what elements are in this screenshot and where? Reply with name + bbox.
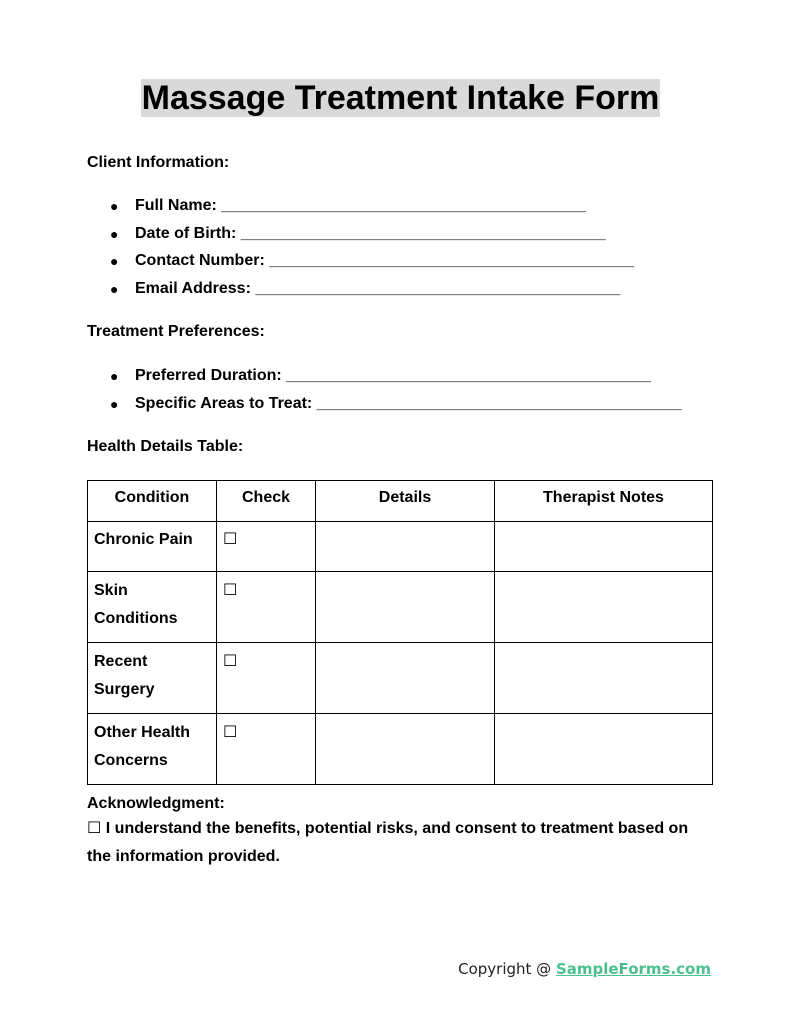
treatment-prefs-list bbox=[110, 366, 682, 421]
list-item[interactable] bbox=[110, 366, 682, 394]
contact-number-field: Contact Number: _________________________________________ bbox=[135, 252, 635, 270]
therapist-notes-cell[interactable] bbox=[495, 522, 713, 572]
title-container bbox=[0, 79, 801, 117]
brand-link[interactable]: SampleForms.com bbox=[555, 960, 711, 978]
acknowledgment-consent[interactable]: ☐ I understand the benefits, potential risks, and consent to treatment based on the information provided. bbox=[87, 820, 689, 865]
checkbox-icon[interactable]: ☐ bbox=[223, 531, 238, 548]
therapist-notes-cell[interactable] bbox=[495, 643, 713, 714]
table-row bbox=[88, 522, 713, 572]
list-item[interactable] bbox=[110, 394, 682, 422]
table-row bbox=[88, 643, 713, 714]
health-details-table bbox=[87, 480, 713, 785]
bullet-icon: ● bbox=[110, 198, 119, 214]
condition-cell: Chronic Pain bbox=[88, 522, 217, 572]
client-info-list bbox=[110, 196, 634, 306]
preferred-duration-field: Preferred Duration: _________________________________________ bbox=[135, 367, 651, 384]
list-item[interactable] bbox=[110, 279, 634, 307]
checkbox-icon[interactable]: ☐ bbox=[223, 724, 238, 741]
check-cell[interactable] bbox=[217, 522, 316, 572]
column-header: Therapist Notes bbox=[495, 481, 713, 522]
copyright-prefix: Copyright @ bbox=[458, 960, 556, 978]
client-info-heading: Client Information: bbox=[87, 154, 230, 171]
bullet-icon: ● bbox=[110, 395, 119, 412]
column-header: Condition bbox=[88, 481, 217, 522]
list-item[interactable] bbox=[110, 196, 634, 224]
copyright-footer bbox=[458, 960, 711, 978]
table-header-row bbox=[88, 481, 713, 522]
acknowledgment-heading: Acknowledgment: bbox=[87, 795, 225, 812]
therapist-notes-cell[interactable] bbox=[495, 714, 713, 785]
check-cell[interactable] bbox=[217, 643, 316, 714]
areas-to-treat-field: Specific Areas to Treat: _________________________________________ bbox=[135, 394, 682, 412]
therapist-notes-cell[interactable] bbox=[495, 572, 713, 643]
bullet-icon: ● bbox=[110, 368, 119, 384]
health-table-heading: Health Details Table: bbox=[87, 438, 244, 455]
bullet-icon: ● bbox=[110, 253, 119, 270]
list-item[interactable] bbox=[110, 224, 634, 252]
column-header: Details bbox=[316, 481, 495, 522]
list-item[interactable] bbox=[110, 251, 634, 279]
condition-cell: Recent Surgery bbox=[88, 643, 217, 714]
details-cell[interactable] bbox=[316, 572, 495, 643]
checkbox-icon[interactable]: ☐ bbox=[223, 653, 238, 670]
details-cell[interactable] bbox=[316, 643, 495, 714]
table-row bbox=[88, 572, 713, 643]
condition-cell: Skin Conditions bbox=[88, 572, 217, 643]
bullet-icon: ● bbox=[110, 225, 119, 242]
checkbox-icon[interactable]: ☐ bbox=[223, 582, 238, 599]
check-cell[interactable] bbox=[217, 572, 316, 643]
details-cell[interactable] bbox=[316, 714, 495, 785]
condition-cell: Other Health Concerns bbox=[88, 714, 217, 785]
treatment-prefs-heading: Treatment Preferences: bbox=[87, 323, 265, 340]
page-title: Massage Treatment Intake Form bbox=[141, 79, 660, 117]
bullet-icon: ● bbox=[110, 280, 119, 297]
full-name-field: Full Name: _________________________________________ bbox=[135, 197, 587, 214]
date-of-birth-field: Date of Birth: _________________________________________ bbox=[135, 224, 606, 242]
details-cell[interactable] bbox=[316, 522, 495, 572]
email-address-field: Email Address: _________________________________________ bbox=[135, 279, 621, 297]
check-cell[interactable] bbox=[217, 714, 316, 785]
table-row bbox=[88, 714, 713, 785]
column-header: Check bbox=[217, 481, 316, 522]
